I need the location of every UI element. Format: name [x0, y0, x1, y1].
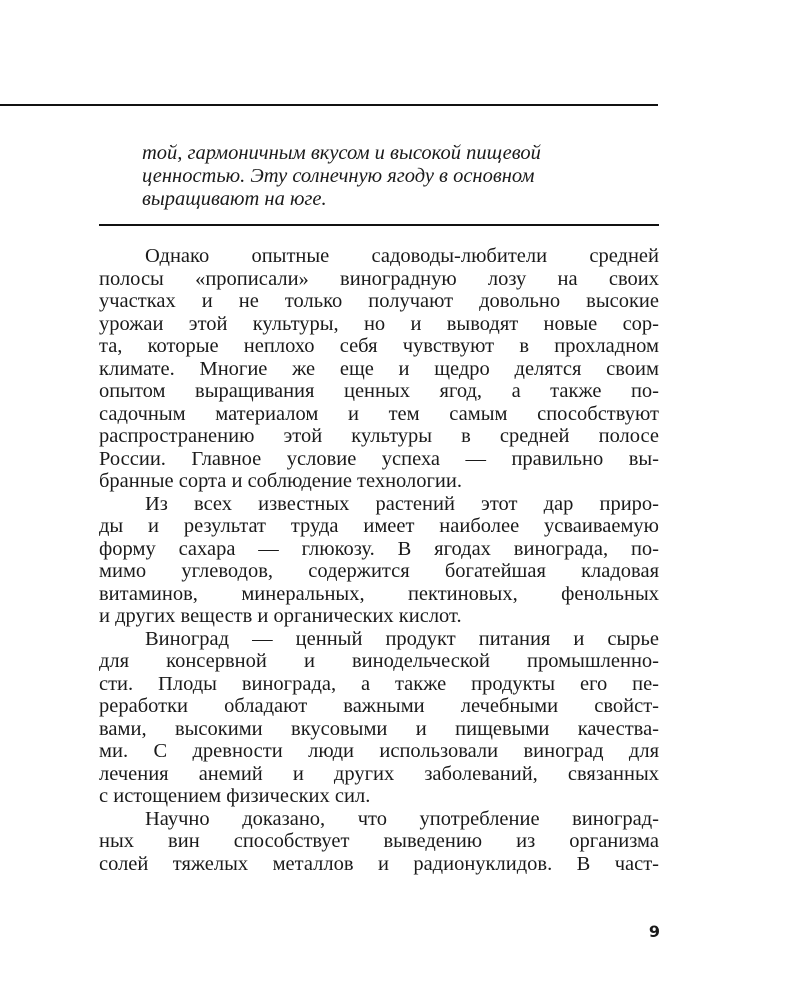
paragraph-1-line: участках и не только получают довольно высокие [99, 290, 659, 312]
paragraph-3-line: вами, высокими вкусовыми и пищевыми качества- [99, 717, 659, 740]
paragraph-1-line: климате. Многие же еще и щедро делятся своим [99, 357, 659, 380]
paragraph-4-line: Научно доказано, что употребление виноград- [145, 807, 659, 830]
paragraph-1-line: распространению этой культуры в средней полосе [99, 425, 659, 447]
page-number: 9 [648, 922, 660, 941]
paragraph-1-line: полосы «прописали» виноградную лозу на своих [99, 267, 659, 290]
paragraph-2-line: и других веществ и органических кислот. [99, 605, 462, 627]
paragraph-3-line: Виноград — ценный продукт питания и сырье [145, 627, 659, 650]
paragraph-2-line: витаминов, минеральных, пектиновых, фенольных [99, 582, 659, 605]
paragraph-3-line: ми. С древности люди использовали виноград для [99, 740, 659, 762]
paragraph-1-line: опытом выращивания ценных ягод, а также по- [99, 380, 659, 402]
paragraph-2-line: форму сахара — глюкозу. В ягодах винограда, по- [99, 537, 659, 560]
paragraph-2-line: мимо углеводов, содержится богатейшая кладовая [99, 560, 659, 582]
paragraph-1-line: Однако опытные садоводы-любители средней [145, 245, 659, 267]
paragraph-1-line: России. Главное условие успеха — правильно вы- [99, 447, 659, 470]
paragraph-1-line: бранные сорта и соблюдение технологии. [99, 470, 462, 492]
body-text [99, 245, 659, 875]
paragraph-3-line: реработки обладают важными лечебными свойст- [99, 695, 659, 717]
paragraph-1-line: та, которые неплохо себя чувствуют в прохладном [99, 335, 659, 357]
paragraph-4-line: солей тяжелых металлов и радионуклидов. В част- [99, 852, 659, 875]
callout-bottom-rule [99, 224, 659, 226]
paragraph-3-line: для консервной и винодельческой промышленно- [99, 650, 659, 672]
callout-line: ценностью. Эту солнечную ягоду в основном [142, 165, 535, 187]
callout-box [142, 142, 662, 211]
paragraph-1-line: урожаи этой культуры, но и выводят новые сор- [99, 312, 659, 335]
callout-line: той, гармоничным вкусом и высокой пищевой [142, 142, 541, 164]
paragraph-4-line: ных вин способствует выведению из организма [99, 830, 659, 852]
paragraph-3-line: лечения анемий и других заболеваний, связанных [99, 762, 659, 785]
paragraph-1-line: садочным материалом и тем самым способствуют [99, 402, 659, 425]
paragraph-2-line: ды и результат труда имеет наиболее усваиваемую [99, 515, 659, 537]
callout-line: выращивают на юге. [142, 188, 327, 210]
paragraph-3-line: сти. Плоды винограда, а также продукты его пе- [99, 672, 659, 695]
paragraph-3-line: с истощением физических сил. [99, 785, 371, 807]
paragraph-2-line: Из всех известных растений этот дар приро- [145, 492, 659, 515]
top-rule [0, 104, 658, 106]
